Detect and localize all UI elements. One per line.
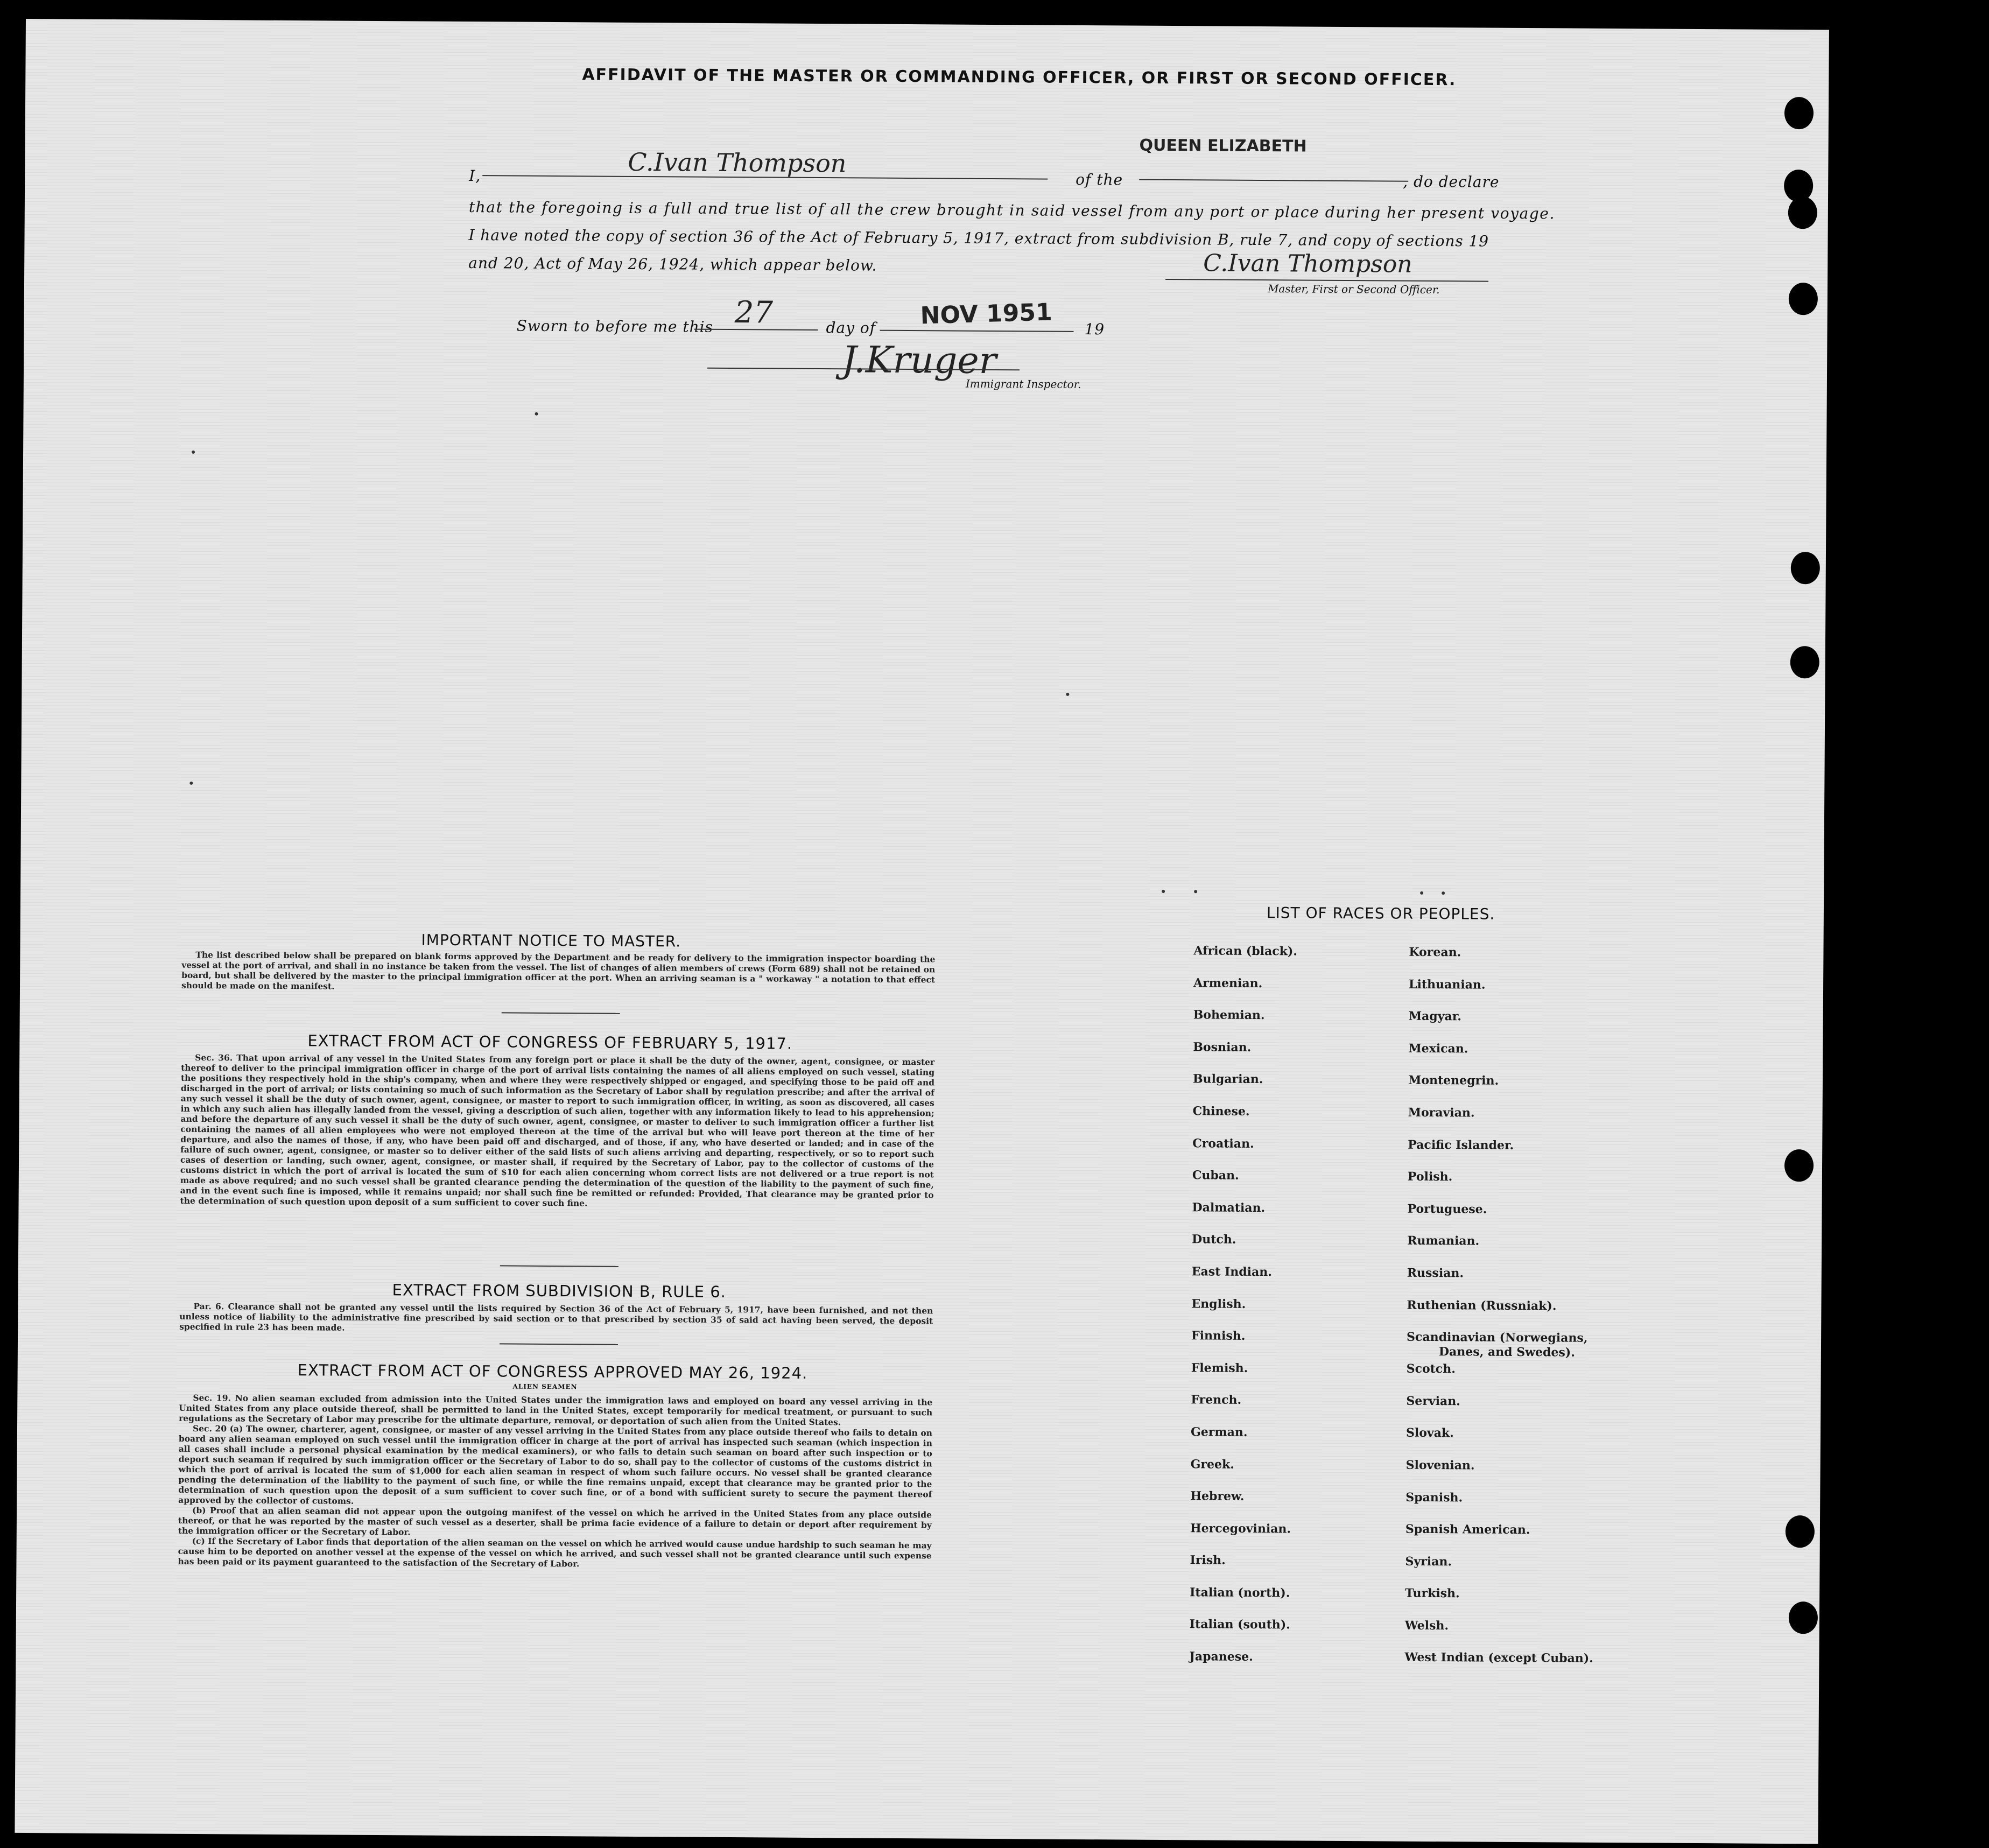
race-item: Magyar. xyxy=(1408,1009,1462,1024)
inspector-caption: Immigrant Inspector. xyxy=(965,377,1081,391)
rule-6-paragraph: Par. 6. Clearance shall not be granted any vessel until the lists required by Section 36 of the Act of February 5, 1917, have been furnished, and not then unless notice of liability to the administrative fine prescribed by said section or to that prescribed by section 35 of said act having been served, the deposit specified in rule 23 has been made. xyxy=(179,1301,933,1333)
date-stamp: NOV 1951 xyxy=(919,298,1053,330)
master-caption: Master, First or Second Officer. xyxy=(1267,282,1440,297)
affidavit-line-2: that the foregoing is a full and true list of all the crew brought in said vessel from any port or place during her present voyage. xyxy=(468,198,1556,223)
punch-hole xyxy=(1784,1149,1814,1182)
dot-mark xyxy=(535,412,538,416)
vessel-line xyxy=(1139,179,1408,182)
rule-6-title: EXTRACT FROM SUBDIVISION B, RULE 6. xyxy=(392,1281,727,1301)
race-item: Hebrew. xyxy=(1190,1489,1245,1503)
act-1924-title: EXTRACT FROM ACT OF CONGRESS APPROVED MAY 26, 1924. xyxy=(297,1361,808,1382)
punch-hole xyxy=(1789,283,1818,315)
races-title: LIST OF RACES OR PEOPLES. xyxy=(1266,904,1495,923)
punch-hole xyxy=(1791,552,1820,584)
races-left-column xyxy=(1189,944,1297,1682)
section-divider xyxy=(502,1012,620,1014)
affidavit-line-3: I have noted the copy of section 36 of the Act of February 5, 1917, extract from subdivision B, rule 7, and copy of sections 19 xyxy=(468,226,1489,250)
race-item: Croatian. xyxy=(1192,1136,1254,1151)
race-item: Servian. xyxy=(1406,1394,1460,1409)
dot-mark xyxy=(192,451,195,454)
sec-20c-paragraph: (c) If the Secretary of Labor finds that deportation of the alien seaman on the vessel on which he arrived would cause undue hardship to such seaman he may cause him to be deported on another vessel at the expense of the vessel on which he arrived, and such vessel shall not be granted clearance until such expense has been paid or its payment guaranteed to the satisfaction of the Secretary of Labor. xyxy=(178,1535,932,1569)
races-right-column xyxy=(1404,945,1598,1684)
race-item: Slovak. xyxy=(1405,1426,1454,1441)
inspector-signature: J.Kruger xyxy=(841,339,997,383)
dot-mark xyxy=(189,782,193,785)
rule-6-text xyxy=(179,1301,933,1337)
master-signature: C.Ivan Thompson xyxy=(1203,249,1412,278)
race-item: Spanish. xyxy=(1405,1490,1463,1505)
race-item: Scotch. xyxy=(1406,1361,1456,1376)
race-item: African (black). xyxy=(1193,944,1298,959)
notice-text xyxy=(181,950,935,995)
race-item: German. xyxy=(1190,1425,1248,1439)
notice-title: IMPORTANT NOTICE TO MASTER. xyxy=(421,931,681,951)
of-the-label: of the xyxy=(1076,170,1123,189)
race-item: Finnish. xyxy=(1191,1329,1246,1344)
sworn-day-of: day of xyxy=(826,319,876,337)
sworn-year: 19 xyxy=(1084,320,1105,339)
race-item: Turkish. xyxy=(1405,1586,1460,1601)
race-item: Syrian. xyxy=(1405,1554,1452,1569)
dot-mark xyxy=(1442,891,1445,895)
punch-hole xyxy=(1784,97,1814,129)
race-item: Bulgarian. xyxy=(1192,1072,1263,1087)
race-item: Lithuanian. xyxy=(1409,977,1486,992)
race-item: Chinese. xyxy=(1192,1104,1250,1119)
act-1917-title: EXTRACT FROM ACT OF CONGRESS OF FEBRUARY 5, 1917. xyxy=(307,1031,793,1053)
race-item: English. xyxy=(1191,1296,1246,1311)
race-item: Hercegovinian. xyxy=(1190,1521,1291,1536)
act-1917-paragraph: Sec. 36. That upon arrival of any vessel in the United States from any foreign port or place it shall be the duty of the owner, agent, consignee, or master thereof to deliver to the principal immigration officer in charge of the port of arrival lists containing the names of all aliens employed on such vessel, stating the positions they respectively hold in the ship's company, when and where they were respectively shipped or engaged, and specifying those to be paid off and discharged in the port of arrival; or lists containing so much of such information as the Secretary of Labor shall by regulation prescribe; and after the arrival of any such vessel it shall be the duty of such owner, agent, consignee, or master to report to such immigration officer, in writing, as soon as discovered, all cases in which any such alien has illegally landed from the vessel, giving a description of such alien, together with any information likely to lead to his apprehension; and before the departure of any such vessel it shall be the duty of such owner, agent, consignee, or master to deliver to such immigration officer a further list containing the names of all alien employees who were not employed thereon at the time of the arrival but who will leave port thereon at the time of her departure, and also the names of those, if any, who have been paid off and discharged, and of those, if any, who have deserted or landed; and in case of the failure of such owner, agent, consignee, or master so to deliver either of the said lists of such aliens arriving and departing, respectively, or so to report such cases of desertion or landing, such owner, agent, consignee, or master shall, if required by the Secretary of Labor, pay to the collector of customs of the customs district in which the port of arrival is located the sum of $10 for each alien concerning whom correct lists are not delivered or a true report is not made as above required; and no such vessel shall be granted clearance pending the determination of the question of the liability to the payment of such fine, and in the event such fine is imposed, while it remains unpaid; nor shall such fine be remitted or refunded: Provided, That clearance may be granted prior to the determination of such question upon deposit of a sum sufficient to cover such fine. xyxy=(180,1052,935,1208)
dot-mark xyxy=(1194,890,1197,893)
act-1917-text xyxy=(180,1052,935,1211)
race-item: West Indian (except Cuban). xyxy=(1404,1650,1593,1666)
race-item: Armenian. xyxy=(1193,975,1263,990)
sworn-day: 27 xyxy=(734,295,774,331)
race-item: Dutch. xyxy=(1192,1232,1236,1247)
race-item: Dalmatian. xyxy=(1192,1200,1266,1215)
affidavit-prefix: I, xyxy=(469,167,481,185)
act-1924-text xyxy=(178,1393,932,1571)
race-item: French. xyxy=(1191,1393,1242,1408)
master-signature-inline: C.Ivan Thompson xyxy=(628,147,847,178)
punch-hole xyxy=(1788,196,1817,229)
race-item: Spanish American. xyxy=(1405,1522,1530,1537)
race-item: Welsh. xyxy=(1404,1618,1449,1633)
dot-mark xyxy=(1420,891,1423,895)
race-item: Portuguese. xyxy=(1407,1201,1487,1217)
affidavit-title: AFFIDAVIT OF THE MASTER OR COMMANDING OFFICER, OR FIRST OR SECOND OFFICER. xyxy=(582,65,1457,90)
race-item: Cuban. xyxy=(1192,1168,1239,1183)
race-item: Russian. xyxy=(1407,1266,1464,1281)
race-item: Mexican. xyxy=(1408,1041,1468,1056)
race-item: Bosnian. xyxy=(1193,1040,1252,1055)
race-item: Italian (north). xyxy=(1190,1585,1290,1600)
punch-hole xyxy=(1789,1601,1818,1634)
race-item: Montenegrin. xyxy=(1408,1073,1499,1088)
sworn-prefix: Sworn to before me this xyxy=(516,317,714,336)
race-item: Polish. xyxy=(1407,1169,1453,1184)
race-item: Japanese. xyxy=(1189,1649,1253,1664)
race-item: Scandinavian (Norwegians, xyxy=(1407,1330,1588,1345)
punch-hole xyxy=(1790,646,1819,678)
race-item: Bohemian. xyxy=(1193,1008,1265,1023)
race-item: Italian (south). xyxy=(1189,1617,1290,1632)
affidavit-line-4: and 20, Act of May 26, 1924, which appear below. xyxy=(468,254,877,275)
punch-hole xyxy=(1786,1515,1815,1548)
dot-mark xyxy=(1162,890,1165,893)
sworn-month-line xyxy=(880,330,1073,332)
race-item: Irish. xyxy=(1190,1553,1226,1568)
race-item: Slovenian. xyxy=(1405,1458,1475,1473)
section-divider xyxy=(500,1265,619,1267)
race-item: Danes, and Swedes). xyxy=(1438,1345,1575,1360)
race-item: Ruthenian (Russniak). xyxy=(1407,1298,1557,1313)
sec-19-paragraph: Sec. 19. No alien seaman excluded from admission into the United States under the immigration laws and employed on board any vessel arriving in the United States from any place outside thereof, shall be permitted to land in the United States, except temporarily for medical treatment, or pursuant to such regulations as the Secretary of Labor may prescribe for the ultimate departure, removal, or deportation of such alien from the United States. xyxy=(179,1392,933,1428)
race-item: Moravian. xyxy=(1408,1105,1475,1120)
master-signature-line xyxy=(1165,279,1488,282)
race-item: Flemish. xyxy=(1191,1360,1248,1375)
vessel-name: QUEEN ELIZABETH xyxy=(1139,136,1307,156)
race-item: Greek. xyxy=(1190,1457,1234,1472)
document-sheet xyxy=(15,19,1829,1844)
act-1924-subtitle: ALIEN SEAMEN xyxy=(512,1382,578,1391)
sec-20b-paragraph: (b) Proof that an alien seaman did not appear upon the outgoing manifest of the vessel on which he arrived in the United States from any place outside thereof, or that he was reported by the master of such vessel as a deserter, shall be prima facie evidence of a failure to detain or deport after requirement by the immigration officer or the Secretary of Labor. xyxy=(178,1505,932,1537)
race-item: East Indian. xyxy=(1191,1264,1273,1280)
race-item: Korean. xyxy=(1409,945,1461,960)
declare-text: , do declare xyxy=(1403,172,1500,191)
race-item: Pacific Islander. xyxy=(1408,1137,1514,1153)
sec-20a-paragraph: Sec. 20 (a) The owner, charterer, agent, consignee, or master of any vessel arriving in the United States from any place outside thereof who fails to detain on board any alien seaman employed on such vessel until the immigration officer in charge at the port of arrival has inspected such seaman (which inspection in all cases shall include a personal physical examination by the medical examiners), or who fails to detain such seaman on board after such inspection or to deport such seaman if required by such immigration officer or the Secretary of Labor to do so, shall pay to the collector of customs of the customs district in which the port of arrival is located the sum of $1,000 for each alien seaman in respect of whom such failure occurs. No vessel shall be granted clearance pending the determination of the liability to the payment of such fine, or while the fine remains unpaid, except that clearance may be granted prior to the determination of such question upon the deposit of a sum sufficient to cover such fine, or of a bond with sufficient surety to secure the payment thereof approved by the collector of customs. xyxy=(178,1423,933,1506)
race-item: Rumanian. xyxy=(1407,1234,1480,1248)
dot-mark xyxy=(1066,693,1069,696)
notice-paragraph: The list described below shall be prepared on blank forms approved by the Department and be ready for delivery to the immigration inspector boarding the vessel at the port of arrival, and shall in no instance be taken from the vessel. The list of changes of alien members of crews (Form 689) shall not be retained on board, but shall be delivered by the master to the principal immigration officer at the port. When an arriving seaman is a " workaway " a notation to that effect should be made on the manifest. xyxy=(181,949,936,992)
section-divider xyxy=(500,1343,618,1345)
